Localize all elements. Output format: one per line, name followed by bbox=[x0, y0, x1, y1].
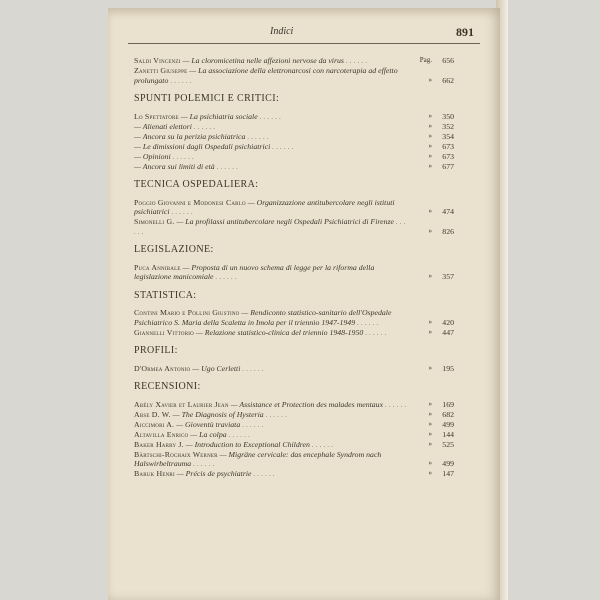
leader-dots: . . . . . . bbox=[257, 111, 282, 121]
section-heading: RECENSIONI: bbox=[134, 381, 201, 392]
entry-title: — La cloromicetina nelle affezioni nervose da virus bbox=[180, 56, 344, 65]
entry-author: Zanetti Giuseppe bbox=[134, 66, 188, 75]
entry-page-number: 677 bbox=[442, 161, 454, 171]
index-entry bbox=[134, 66, 454, 85]
entry-text bbox=[134, 122, 408, 132]
entry-title: — Alienati elettori bbox=[134, 121, 192, 131]
entry-page-number: 682 bbox=[442, 409, 454, 419]
leader-dots: . . . . . . bbox=[263, 409, 288, 419]
page-marker: » bbox=[428, 419, 432, 428]
index-entry bbox=[134, 430, 454, 440]
entry-title: — Migräne cervicale: das encephale Syndrom nach Halswirbeltrauma bbox=[134, 449, 382, 468]
entry-page-number: 499 bbox=[442, 459, 454, 468]
index-entry bbox=[134, 400, 454, 410]
leader-dots: . . . . . . bbox=[240, 363, 264, 373]
running-header-title: Indici bbox=[270, 26, 294, 37]
entry-page-number: 673 bbox=[442, 151, 454, 161]
page-marker: » bbox=[428, 272, 432, 280]
entry-page-number: 147 bbox=[442, 469, 454, 478]
leader-dots: . . . . . . bbox=[355, 317, 379, 327]
index-page bbox=[108, 8, 500, 600]
entry-author: Saldi Vincenzi bbox=[134, 56, 181, 65]
page-marker: » bbox=[428, 111, 432, 120]
leader-dots: . . . . . . bbox=[134, 217, 406, 236]
section-heading: LEGISLAZIONE: bbox=[134, 244, 214, 255]
entry-text bbox=[134, 152, 408, 162]
entry-title: — Ancora su la perizia psichiatrica bbox=[134, 131, 246, 141]
entry-title: — Ancora sui limiti di età bbox=[134, 161, 215, 171]
leader-dots: . . . . . . bbox=[226, 429, 251, 439]
entry-author: Abse D. W. bbox=[134, 409, 171, 419]
index-entry bbox=[134, 440, 454, 450]
leader-dots: . . . . . . bbox=[251, 469, 275, 478]
page-marker: » bbox=[428, 459, 432, 467]
entry-title: — Relazione statistico-clinica del triennio 1948-1950 bbox=[193, 327, 364, 337]
entry-author: Aiccimori A. bbox=[134, 419, 175, 429]
entry-page-number: 420 bbox=[442, 317, 454, 327]
leader-dots: . . . . . . bbox=[309, 439, 334, 449]
page-marker: » bbox=[428, 409, 432, 418]
index-entry bbox=[134, 263, 454, 282]
entry-title: — Opinioni bbox=[134, 151, 171, 161]
entry-page-number: 826 bbox=[442, 226, 454, 236]
entry-page-number: 354 bbox=[442, 131, 454, 141]
leader-dots: . . . . . . bbox=[170, 151, 194, 161]
entry-title: — Gioventù traviata bbox=[174, 419, 241, 429]
leader-dots: . . . . . . bbox=[191, 459, 215, 468]
index-entry bbox=[134, 450, 454, 469]
section-heading: SPUNTI POLEMICI E CRITICI: bbox=[134, 93, 280, 104]
index-entry bbox=[134, 198, 454, 217]
index-entry bbox=[134, 122, 454, 132]
entry-page-number: 673 bbox=[442, 141, 454, 151]
entry-title: — Organizzazione antitubercolare negli istituti psichiatrici bbox=[134, 197, 395, 216]
page-marker: » bbox=[428, 439, 432, 448]
page-marker: » bbox=[428, 141, 432, 150]
entry-text bbox=[134, 56, 408, 66]
section-heading: STATISTICA: bbox=[134, 289, 197, 301]
entry-author: Puca Annibale bbox=[134, 262, 181, 272]
entry-text bbox=[134, 162, 408, 172]
page-marker: » bbox=[428, 429, 432, 438]
page-marker: » bbox=[428, 121, 432, 130]
page-marker: » bbox=[428, 317, 432, 326]
entry-text bbox=[134, 430, 408, 440]
entry-title: — Précis de psychiatrie bbox=[174, 469, 252, 478]
entry-page-number: 195 bbox=[442, 363, 454, 373]
page-marker: » bbox=[428, 327, 432, 336]
entry-title: — La colpa bbox=[188, 429, 227, 439]
entry-title: — Le dimissioni dagli Ospedali psichiatrici bbox=[134, 141, 271, 151]
entry-page-number: 474 bbox=[442, 207, 454, 216]
index-entry bbox=[134, 112, 454, 122]
entry-title: — Proposta di un nuovo schema di legge per la riforma della legislazione manicomiale bbox=[134, 262, 375, 281]
header-rule bbox=[128, 43, 480, 44]
leader-dots: . . . . . . bbox=[383, 399, 407, 409]
leader-dots: . . . . . . bbox=[240, 419, 264, 429]
entry-page-number: 144 bbox=[442, 429, 454, 439]
entry-title: — La psichiatria sociale bbox=[178, 111, 258, 121]
entry-text bbox=[134, 469, 408, 479]
page-number: 891 bbox=[456, 25, 474, 39]
index-entry bbox=[134, 469, 454, 479]
entry-text bbox=[134, 440, 408, 450]
page-marker: » bbox=[428, 131, 432, 140]
leader-dots: . . . . . . bbox=[168, 75, 192, 85]
entry-page-number: 447 bbox=[442, 327, 454, 337]
entry-page-number: 169 bbox=[442, 399, 454, 409]
index-entry bbox=[134, 410, 454, 420]
index-entry bbox=[134, 308, 454, 327]
entry-text bbox=[134, 198, 408, 217]
entry-title: — La associazione della elettronarcosi con narcoterapia ad effetto prolungato bbox=[134, 66, 398, 85]
entry-author: Poggio Giovanni e Modonesi Carlo bbox=[134, 197, 246, 207]
page-marker: » bbox=[428, 469, 432, 477]
index-entry bbox=[134, 364, 454, 374]
index-entry bbox=[134, 217, 454, 236]
entry-page-number: 662 bbox=[442, 75, 454, 85]
page-marker: » bbox=[428, 161, 432, 170]
entry-author: Lo Spettatore bbox=[134, 111, 179, 121]
entry-title: — Ugo Cerletti bbox=[190, 363, 241, 373]
leader-dots: . . . . . . bbox=[343, 56, 368, 65]
page-marker: » bbox=[428, 151, 432, 160]
entry-text bbox=[134, 217, 408, 236]
leader-dots: . . . . . . bbox=[213, 272, 237, 281]
leader-dots: . . . . . . bbox=[363, 327, 387, 337]
index-entry bbox=[134, 420, 454, 430]
entry-title: — Assistance et Protection des malades mentaux bbox=[228, 399, 384, 409]
entry-author: Baruk Henri bbox=[134, 469, 175, 478]
entry-title: — The Diagnosis of Hysteria bbox=[170, 409, 264, 419]
entry-author: Giannelli Vittorio bbox=[134, 327, 194, 337]
leader-dots: . . . . . . bbox=[245, 131, 269, 141]
entry-text bbox=[134, 410, 408, 420]
entry-text bbox=[134, 364, 408, 374]
entry-author: Baker Harry J. bbox=[134, 439, 184, 449]
entry-author: Bärtschi-Rochaix Werner bbox=[134, 449, 218, 459]
entry-text bbox=[134, 308, 408, 327]
entry-title: — Rendiconto statistico-sanitario dell'Ospedale Psichiatrico S. Maria della Scaletta in Imola per il triennio 1947-1949 bbox=[134, 308, 392, 327]
index-entry bbox=[134, 142, 454, 152]
index-entry bbox=[134, 162, 454, 172]
entry-title: — Introduction to Exceptional Children bbox=[183, 439, 310, 449]
index-entry bbox=[134, 132, 454, 142]
section-heading: PROFILI: bbox=[134, 345, 178, 356]
page-marker: » bbox=[428, 399, 432, 408]
entry-page-number: 525 bbox=[442, 439, 454, 449]
page-marker: » bbox=[428, 207, 432, 215]
entry-author: Contini Mario e Pollini Giustino bbox=[134, 308, 240, 317]
page-marker: » bbox=[428, 75, 432, 84]
entry-text bbox=[134, 142, 408, 152]
index-entry bbox=[134, 152, 454, 162]
entry-page-number: 352 bbox=[442, 121, 454, 131]
entry-page-number: 350 bbox=[442, 111, 454, 121]
leader-dots: . . . . . . bbox=[214, 161, 239, 171]
entry-author: Abély Xavier et Laurier Jean bbox=[134, 399, 229, 409]
entry-text bbox=[134, 66, 408, 85]
leader-dots: . . . . . . bbox=[191, 121, 216, 131]
entry-text bbox=[134, 132, 408, 142]
page-marker: Pag. bbox=[419, 56, 432, 64]
entry-page-number: 656 bbox=[442, 56, 454, 65]
leader-dots: . . . . . . bbox=[169, 207, 193, 216]
entry-text bbox=[134, 400, 408, 410]
index-content bbox=[134, 56, 454, 479]
entry-page-number: 357 bbox=[442, 272, 454, 281]
entry-author: Simonelli G. bbox=[134, 217, 175, 226]
index-entry bbox=[134, 56, 454, 66]
entry-author: Altavilla Enrico bbox=[134, 429, 189, 439]
entry-text bbox=[134, 450, 408, 469]
page-marker: » bbox=[428, 363, 432, 372]
leader-dots: . . . . . . bbox=[270, 141, 294, 151]
entry-text bbox=[134, 420, 408, 430]
index-entry bbox=[134, 328, 454, 338]
entry-page-number: 499 bbox=[442, 419, 454, 429]
page-marker: » bbox=[428, 226, 432, 235]
entry-title: — La profilassi antitubercolare negli Ospedali Psichiatrici di Firenze bbox=[174, 217, 394, 226]
entry-text bbox=[134, 112, 408, 122]
entry-text bbox=[134, 263, 408, 282]
section-heading: TECNICA OSPEDALIERA: bbox=[134, 179, 259, 190]
entry-author: D'Ormea Antonio bbox=[134, 363, 191, 373]
entry-text bbox=[134, 328, 408, 338]
